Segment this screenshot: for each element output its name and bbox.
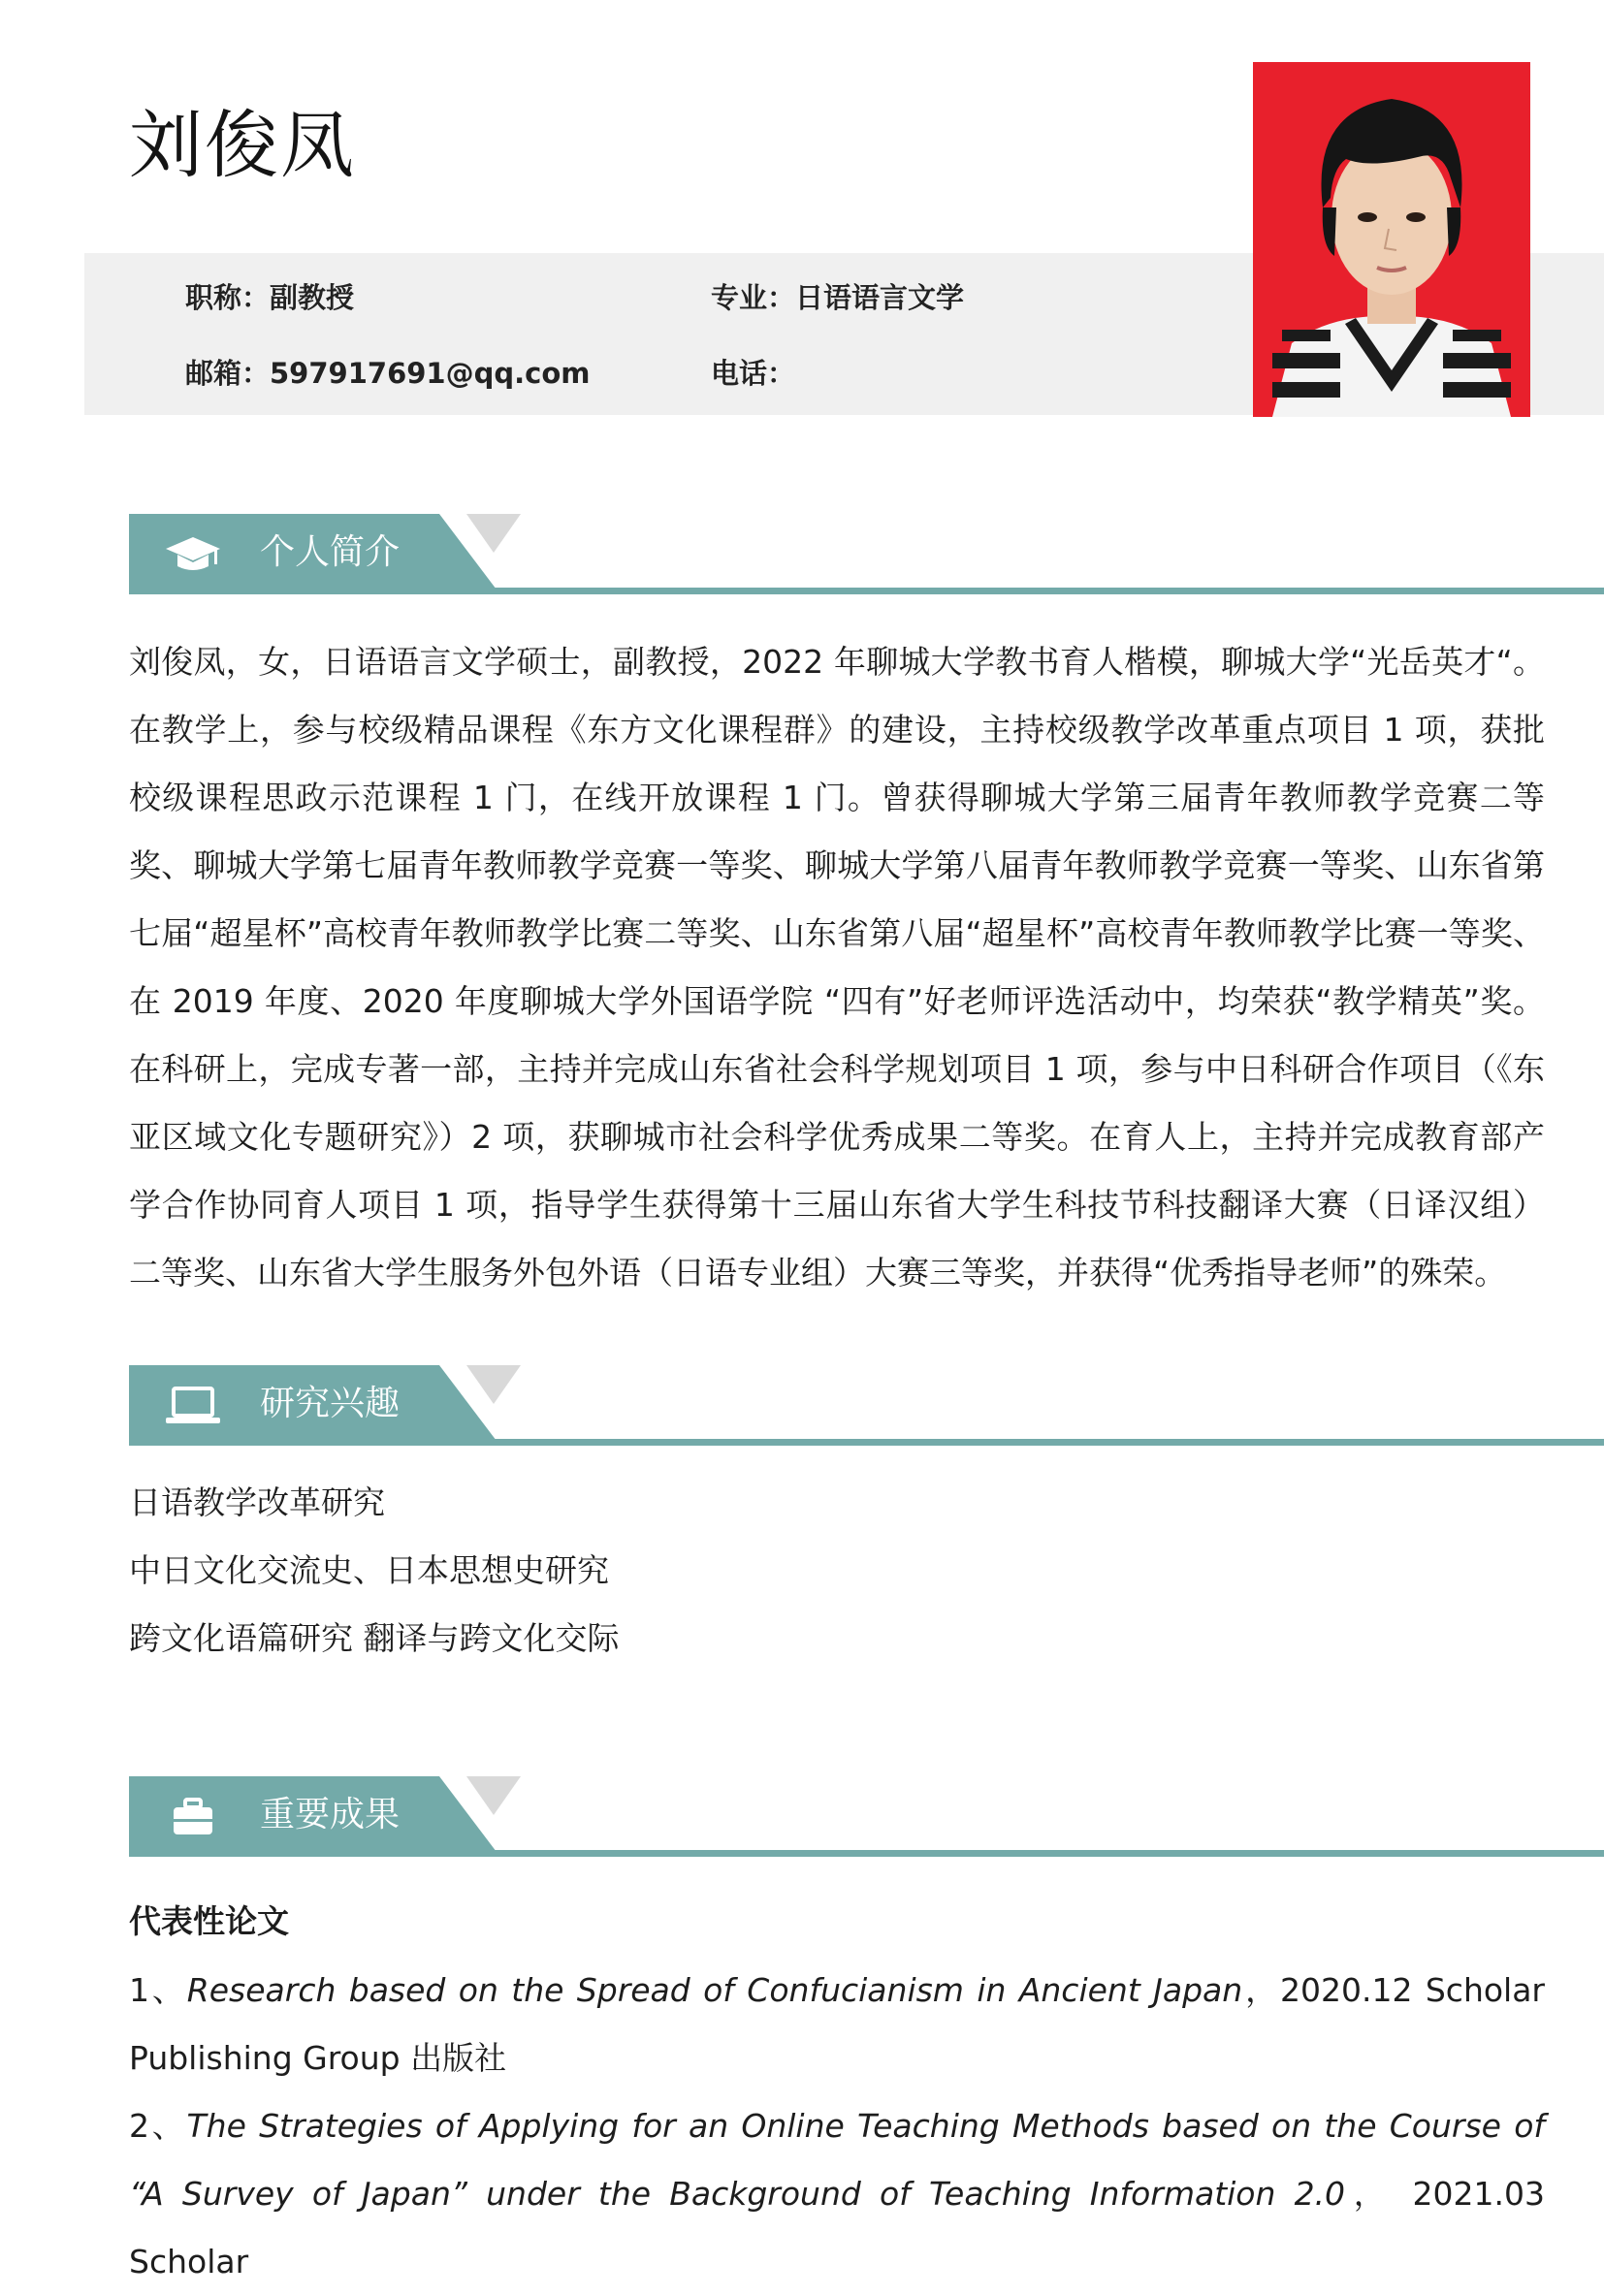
subheading-papers: 代表性论文 [129,1902,289,1940]
section-header-intro [129,514,1604,601]
person-name: 刘俊凤 [129,102,356,188]
research-item: 中日文化交流史、日本思想史研究 [129,1551,609,1589]
graduation-cap-icon [164,533,222,576]
briefcase-icon [164,1796,222,1838]
major-info: 专业：日语语言文学 [711,281,965,314]
section-title-intro: 个人简介 [260,532,401,572]
intro-paragraph: 刘俊凤，女，日语语言文学硕士，副教授，2022 年聊城大学教书育人楷模，聊城大学“光岳英才“。在教学上，参与校级精品课程《东方文化课程群》的建设，主持校级教学改革重点项目 1 项，获批校级课程思政示范课程 1 门，在线开放课程 1 门。曾获得聊城大学第三届青年教师教学竞赛二等奖、聊城大学第七届青年教师教学竞赛一等奖、聊城大学第八届青年教师教学竞赛一等奖、山东省第七届“超星杯”高校青年教师教学比赛二等奖、山东省第八届“超星杯”高校青年教师教学比赛一等奖、在 2019 年度、2020 年度聊城大学外国语学院 “四有”好老师评选活动中，均荣获“教学精英”奖。在科研上，完成专著一部，主持并完成山东省社会科学规划项目 1 项，参与中日科研合作项目（《东亚区域文化专题研究》）2 项，获聊城市社会科学优秀成果二等奖。在育人上，主持并完成教育部产学合作协同育人项目 1 项，指导学生获得第十三届山东省大学生科技节科技翻译大赛（日译汉组）二等奖、山东省大学生服务外包外语（日语专业组）大赛三等奖，并获得“优秀指导老师”的殊荣。 [129,643,1545,1292]
section-title-research: 研究兴趣 [260,1384,401,1423]
title-info: 职称：副教授 [185,281,355,314]
laptop-icon [164,1385,222,1427]
email-info: 邮箱：597917691@qq.com [185,357,591,390]
paper-details: ， 2021.03 Scholar [129,2175,1546,2280]
paper-item [129,1957,1545,2092]
paper-title: Research based on the Spread of Confucianism in Ancient Japan [186,1971,1243,2009]
phone-info: 电话： [711,357,796,390]
section-header-achievements [129,1776,1604,1864]
paper-number: 2、 [129,2107,187,2145]
section-header-research [129,1365,1604,1452]
paper-details: ，2020.12 Scholar Publishing Group 出版社 [129,1971,1546,2077]
paper-title: The Strategies of Applying for an Online Teaching Methods based on the Course of “A Survey of Japan” under the Background of Teaching Information 2.0 [129,2107,1546,2213]
paper-item [129,2092,1546,2280]
paper-number: 1、 [129,1971,187,2009]
research-item: 日语教学改革研究 [129,1483,385,1521]
profile-photo [1253,62,1530,417]
research-item: 跨文化语篇研究 翻译与跨文化交际 [129,1619,620,1657]
section-title-achievements: 重要成果 [260,1795,401,1834]
